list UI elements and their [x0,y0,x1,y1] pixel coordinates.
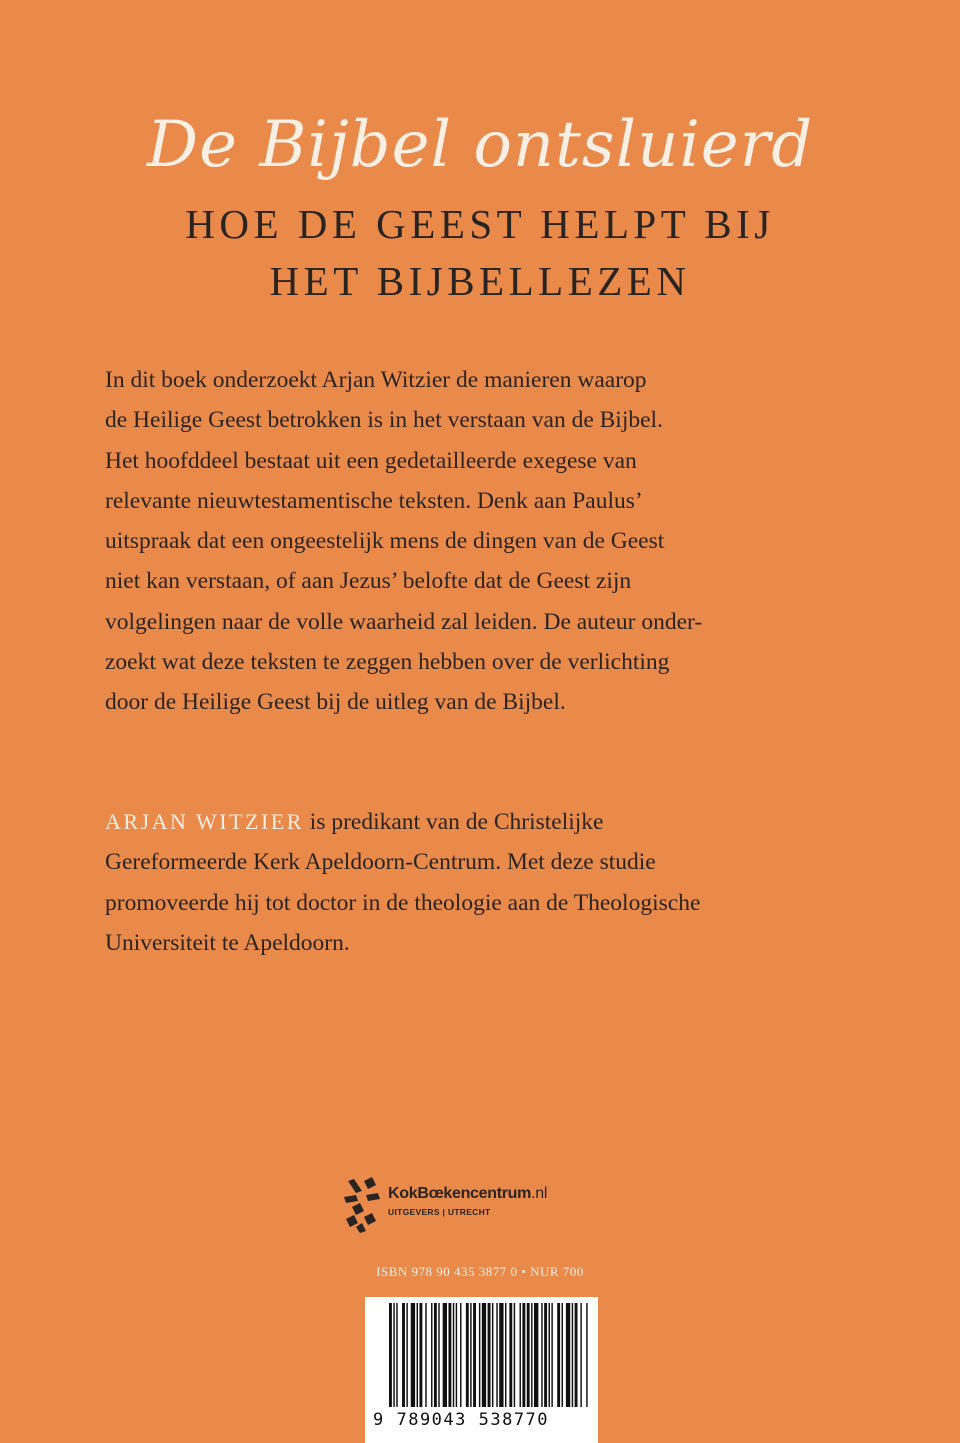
barcode-bar [443,1303,447,1407]
barcode-bar [586,1303,587,1407]
barcode-digits: 9 789043 538770 [373,1410,550,1430]
barcode-bar [572,1303,573,1407]
barcode-bar [514,1303,515,1407]
author-bio [105,802,865,963]
barcode-bar [575,1303,578,1407]
barcode-bar [393,1303,394,1407]
bio-line: promoveerde hij tot doctor in de theologie aan de Theologische [105,889,701,916]
kok-boekencentrum-logo-icon [342,1177,382,1233]
barcode-bar [482,1303,486,1407]
author-name: ARJAN WITZIER [105,809,304,834]
barcode-bar [470,1303,471,1407]
barcode-bar [473,1303,476,1407]
description-line: niet kan verstaan, of aan Jezus’ belofte dat de Geest zijn [105,568,632,595]
barcode-bar [505,1303,506,1407]
barcode-bar [551,1303,552,1407]
barcode-bar [479,1303,480,1407]
description-line: door de Heilige Geest bij de uitleg van de Bijbel. [105,689,566,716]
barcode-bar [557,1303,560,1407]
bio-line: Gereformeerde Kerk Apeldoorn-Centrum. Met deze studie [105,849,656,876]
barcode-bar [520,1303,521,1407]
publisher-name-suffix: .nl [531,1185,548,1202]
description-line: volgelingen naar de volle waarheid zal leiden. De auteur onder- [105,608,703,635]
bio-first-line [105,802,865,842]
description-paragraph [105,360,865,723]
barcode [365,1297,598,1443]
barcode-bar [509,1303,512,1407]
barcode-bar [566,1303,570,1407]
barcode-bar [411,1303,415,1407]
publisher-name [388,1185,547,1203]
barcode-bar [406,1303,407,1407]
barcode-bar [549,1303,550,1407]
barcode-bar [496,1303,497,1407]
description-line: de Heilige Geest betrokken is in het verstaan van de Bijbel. [105,407,663,434]
publisher-logo [342,1175,602,1235]
barcode-bar [417,1303,418,1407]
barcode-bar [402,1303,405,1407]
barcode-bar [531,1303,532,1407]
barcode-bar [425,1303,426,1407]
barcode-bar [541,1303,542,1407]
barcode-bar [434,1303,437,1407]
barcode-bar [466,1303,469,1407]
barcode-bar [522,1303,525,1407]
isbn-line: ISBN 978 90 435 3877 0 • NUR 700 [376,1264,584,1279]
description-line: Het hoofddeel bestaat uit een gedetailleerde exegese van [105,447,637,474]
series-title: De Bijbel ontsluierd [146,108,814,182]
publisher-tagline: UITGEVERS | UTRECHT [388,1207,491,1217]
bio-first-line-rest: is predikant van de Christelijke [303,809,604,835]
barcode-bar [527,1303,530,1407]
description-line: zoekt wat deze teksten te zeggen hebben over de verlichting [105,649,670,676]
description-line: uitspraak dat een ongeestelijk mens de dingen van de Geest [105,528,665,555]
barcode-bar [460,1303,461,1407]
subtitle-line-1: HOE DE GEEST HELPT BIJ [185,201,775,247]
description-line: In dit boek onderzoekt Arjan Witzier de manieren waarop [105,367,647,393]
barcode-bar [499,1303,503,1407]
barcode-bar [488,1303,491,1407]
barcode-bar [431,1303,432,1407]
barcode-bar [534,1303,538,1407]
description-line: relevante nieuwtestamentische teksten. Denk aan Paulus’ [105,487,643,514]
bio-line: Universiteit te Apeldoorn. [105,929,350,956]
barcode-bar [438,1303,439,1407]
barcode-bar [389,1303,392,1407]
barcode-bar [453,1303,454,1407]
publisher-name-bold: KokBœkencentrum [388,1185,532,1202]
barcode-bar [396,1303,397,1407]
barcode-bar [419,1303,422,1407]
barcode-bar [580,1303,581,1407]
barcode-bar [448,1303,451,1407]
barcode-bar [544,1303,547,1407]
barcode-bar [456,1303,457,1407]
barcode-bar [562,1303,563,1407]
barcode-bar [492,1303,493,1407]
subtitle-line-2: HET BIJBELLEZEN [269,258,691,304]
